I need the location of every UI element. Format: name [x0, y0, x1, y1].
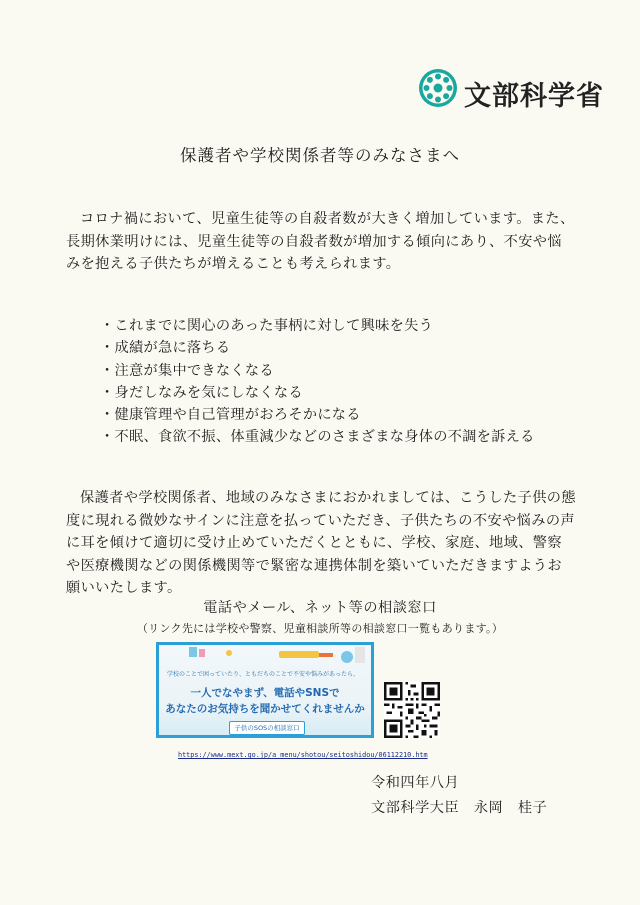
consult-heading: 電話やメール、ネット等の相談窓口 [203, 600, 437, 616]
banner-headline: 一人でなやまず、電話やSNSで [190, 687, 340, 699]
mext-logo [418, 68, 604, 114]
list-item: ・健康管理や自己管理がおろそかになる [100, 407, 361, 424]
list-item: ・不眠、食欲不振、体重減少などのさまざまな身体の不調を訴える [100, 429, 535, 446]
list-item: ・身だしなみを気にしなくなる [100, 384, 303, 401]
list-item: ・成績が急に落ちる [100, 340, 231, 357]
sos-window-button[interactable]: 子供のSOSの相談窓口 [229, 721, 305, 735]
issue-date: 令和四年八月 [371, 775, 460, 791]
signer-name: 文部科学大臣 永岡 桂子 [371, 800, 548, 816]
mext-emblem-icon [418, 68, 458, 108]
stationery-decoration-icon [159, 645, 371, 669]
consult-link[interactable]: https://www.mext.go.jp/a_menu/shotou/seitoshidou/06112210.htm [178, 751, 428, 759]
sos-consultation-banner[interactable] [156, 642, 374, 738]
list-item: ・注意が集中できなくなる [100, 362, 274, 379]
consult-note: （リンク先には学校や警察、児童相談所等の相談窓口一覧もあります。） [136, 622, 504, 635]
banner-intro-text: 学校のことで困っていたり、ともだちのことで不安や悩みがあったら、 [167, 671, 359, 678]
request-paragraph: 保護者や学校関係者、地域のみなさまにおかれましては、こうした子供の態度に現れる微妙なサインに注意を払っていただき、子供たちの不安や悩みの声に耳を傾けて適切に受け止めていただくとともに、学校、家庭、地域、警察や医療機関などの関係機関等で緊密な連携体制を築いていただきますようお願いいたします。 [66, 490, 576, 596]
page-title: 保護者や学校関係者等のみなさまへ [180, 146, 460, 165]
qr-code-icon[interactable] [384, 682, 440, 738]
list-item: ・これまでに関心のあった事柄に対して興味を失う [100, 318, 434, 334]
logo-text: 文部科学省 [464, 81, 604, 112]
warning-signs-list [100, 315, 535, 449]
banner-subheadline: あなたのお気持ちを聞かせてくれませんか [165, 703, 365, 715]
intro-paragraph: コロナ禍において、児童生徒等の自殺者数が大きく増加しています。また、長期休業明けには、児童生徒等の自殺者数が増加する傾向にあり、不安や悩みを抱える子供たちが増えることも考えられます。 [66, 211, 575, 272]
